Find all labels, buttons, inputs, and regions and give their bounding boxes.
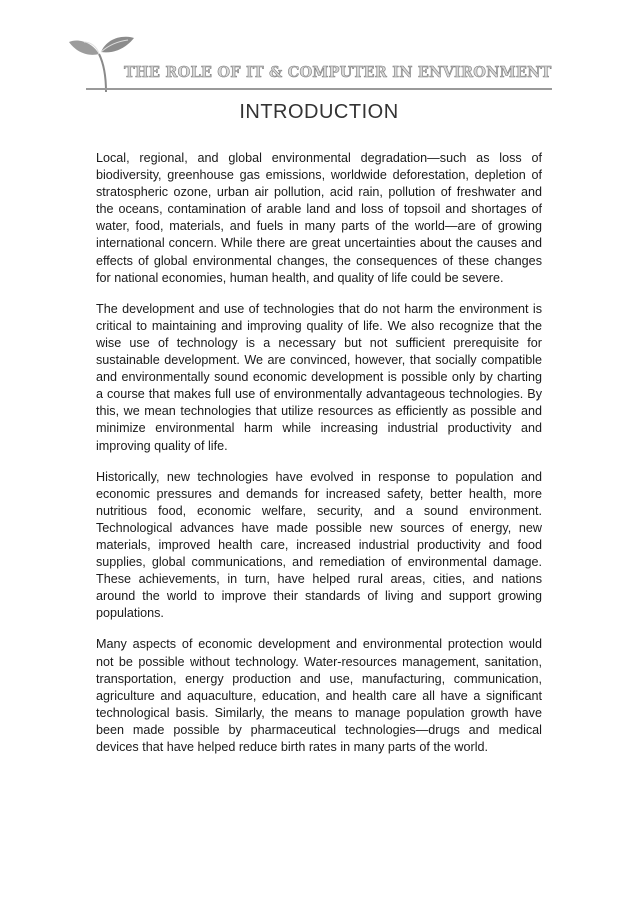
section-title: INTRODUCTION [239, 101, 399, 123]
leaf-sprout-icon [66, 30, 146, 94]
header-divider [86, 88, 552, 90]
paragraph-3: Historically, new technologies have evolved in response to population and economic pressures and demands for increased safety, better health, more nutritious food, economic welfare, security, and a sound environment. Technological advances have made possible new sources of energy, new materials, improved health care, increased industrial productivity and food supplies, global communications, and remediation of environmental damage. These achievements, in turn, have helped rural areas, cities, and nations around the world to improve their standards of living and support growing populations. [96, 469, 542, 621]
paragraph-4: Many aspects of economic development and environmental protection would not be possible without technology. Water-resources management, sanitation, transportation, energy production and use, manufacturing, communication, agriculture and aquaculture, education, and health care all have a significant technological basis. Similarly, the means to manage population growth have been made possible by pharmaceutical technologies—drugs and medical devices that have helped reduce birth rates in many parts of the world. [96, 637, 542, 754]
body-text [96, 150, 542, 770]
paragraph-1: Local, regional, and global environmental degradation—such as loss of biodiversity, greenhouse gas emissions, worldwide deforestation, depletion of stratospheric ozone, urban air pollution, acid rain, pollution of freshwater and the oceans, contamination of arable land and loss of topsoil and shortages of water, food, materials, and fuels in many parts of the world—are of growing international concern. While there are great uncertainties about the causes and effects of global environmental changes, the consequences of these changes for national economies, human health, and quality of life could be severe. [96, 151, 542, 285]
paragraph-2: The development and use of technologies that do not harm the environment is critical to maintaining and improving quality of life. We also recognize that the wise use of technology is a necessary but not sufficient prerequisite for sustainable development. We are convinced, however, that socially compatible and environmentally sound economic development is possible only by charting a course that makes full use of environmentally advantageous technologies. By this, we mean technologies that utilize resources as efficiently as possible and minimize environmental harm while increasing industrial productivity and improving quality of life. [96, 301, 542, 453]
header-title: THE ROLE OF IT & COMPUTER IN ENVIRONMENT [124, 64, 552, 81]
page-header [0, 0, 638, 100]
